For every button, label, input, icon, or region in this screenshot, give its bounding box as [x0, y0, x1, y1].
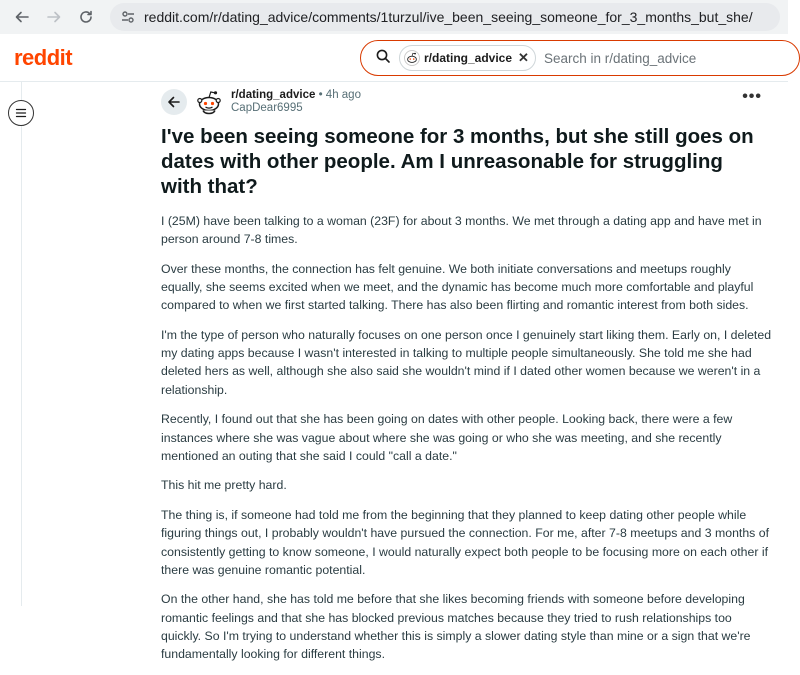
site-header	[0, 34, 788, 82]
subreddit-link[interactable]: r/dating_advice	[231, 89, 316, 101]
post-paragraph: Over these months, the connection has felt genuine. We both initiate conversations and meetups roughly equally, she seems excited when we meet, and the dynamic has become much more comfortable and playful compared to when we first started talking. There has also been flirting and romantic interest from both sides.	[161, 261, 754, 313]
search-icon	[375, 48, 391, 69]
post-container	[22, 82, 788, 675]
subreddit-avatar[interactable]	[195, 88, 223, 116]
address-bar[interactable]	[110, 3, 780, 31]
snoo-icon	[404, 50, 420, 66]
search-input[interactable]: Search in r/dating_advice	[543, 50, 697, 66]
close-icon[interactable]: ✕	[518, 50, 529, 65]
post-paragraph: Recently, I found out that she has been going on dates with other people. Looking back, there were a few instances where she was vague about where she was going or who she was meeting, and she recently mentioned an outing that she said I could "call a date."	[161, 412, 733, 463]
back-arrow-icon[interactable]	[8, 3, 36, 31]
post-title: I've been seeing someone for 3 months, but she still goes on dates with other people. Am I unreasonable for struggling with that?	[161, 125, 754, 198]
post-time: • 4h ago	[318, 89, 361, 101]
back-button[interactable]	[161, 89, 187, 115]
site-settings-icon[interactable]	[120, 9, 136, 25]
post-meta	[161, 84, 788, 120]
reddit-logo[interactable]: reddit	[14, 44, 73, 70]
post-body	[161, 212, 773, 663]
search-box[interactable]	[360, 40, 800, 76]
post-paragraph: On the other hand, she has told me before that she likes becoming friends with someone before developing romantic feelings and that she has blocked previous matches because they tried to rush relationships too quickly. So I'm trying to understand whether this is simply a slower dating style than mine or a sign that we're fundamentally looking for different things.	[161, 592, 751, 662]
post-paragraph: The thing is, if someone had told me from the beginning that they planned to keep dating other people while figuring things out, I probably wouldn't have pursued the connection. For me, after 7-8 meetups and 3 months of consistently getting to know someone, I would naturally expect both people to be focusing more on each other if there was genuine romantic potential.	[161, 508, 769, 577]
more-options-icon[interactable]: •••	[742, 88, 762, 105]
chip-label: r/dating_advice	[424, 51, 513, 65]
subreddit-search-chip[interactable]	[399, 45, 536, 71]
post-paragraph: This hit me pretty hard.	[161, 478, 287, 493]
url-text[interactable]: reddit.com/r/dating_advice/comments/1turzul/ive_been_seeing_someone_for_3_months_but_she/	[144, 9, 753, 25]
left-rail	[0, 82, 22, 606]
browser-toolbar	[0, 0, 788, 34]
author-link[interactable]: CapDear6995	[231, 102, 303, 114]
post-paragraph: I (25M) have been talking to a woman (23F) for about 3 months. We met through a dating app and have met in person around 7-8 times.	[161, 214, 762, 247]
reload-icon[interactable]	[72, 3, 100, 31]
post-paragraph: I'm the type of person who naturally focuses on one person once I genuinely start liking them. Early on, I deleted my dating apps because I wasn't interested in talking to multiple people simultaneously. She told me she had deleted hers as well, although she also said she wouldn't mind if I dated other women because we weren't in a relationship.	[161, 328, 772, 397]
forward-arrow-icon[interactable]	[40, 3, 68, 31]
